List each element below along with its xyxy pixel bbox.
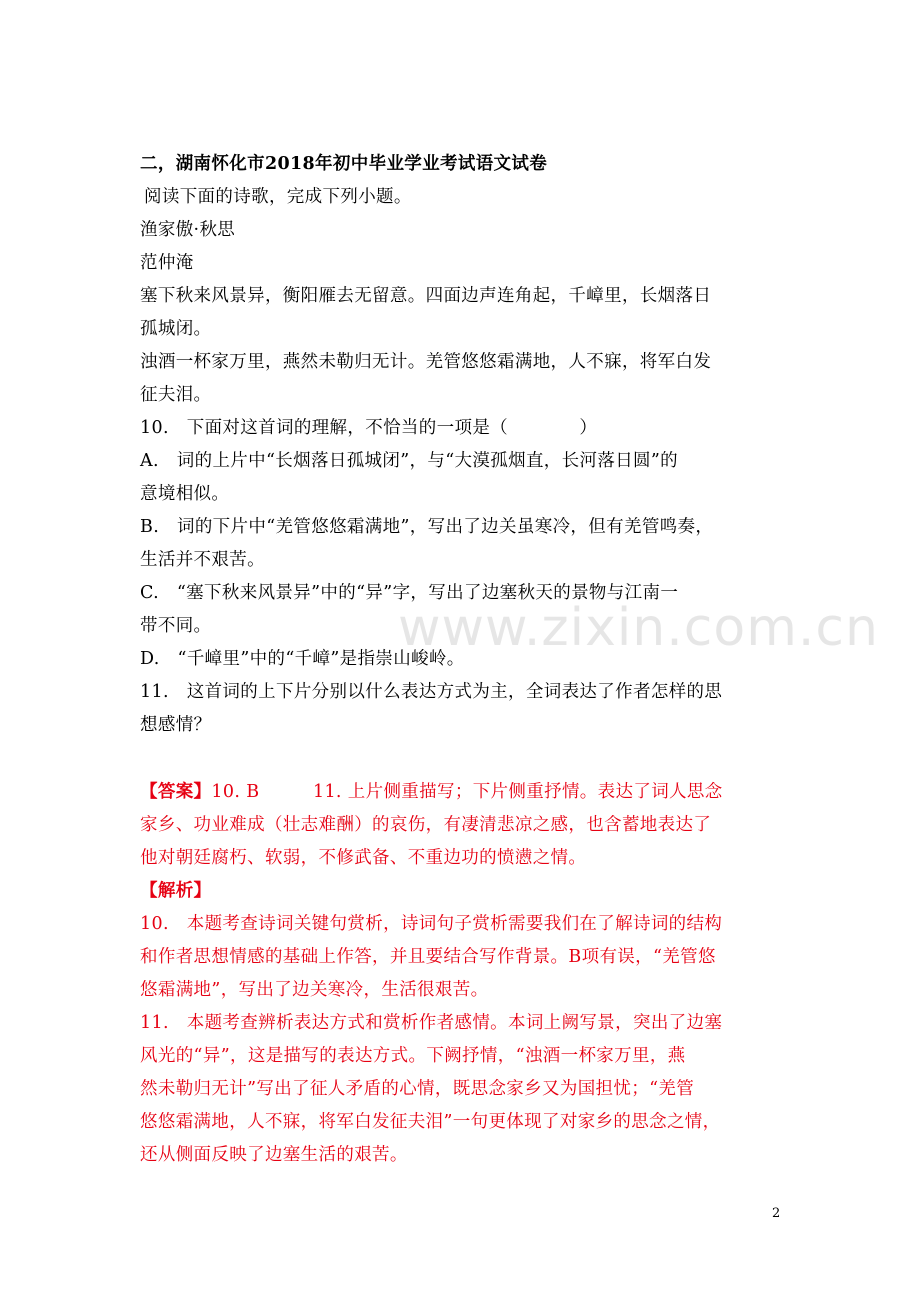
question-10-option-line: B. 词的下片中“羌管悠悠霜满地”，写出了边关虽寒冷，但有羌管鸣奏， <box>140 517 714 537</box>
question-10-option-line: 生活并不艰苦。 <box>140 550 265 570</box>
question-10-stem: 10. 下面对这首词的理解，不恰当的一项是（ ） <box>140 418 598 438</box>
spacer <box>140 742 782 776</box>
poem-line: 浊酒一杯家万里，燕然未勒归无计。羌管悠悠霜满地，人不寐，将军白发 <box>140 352 712 372</box>
poem-line: 征夫泪。 <box>140 385 212 405</box>
answer-first-line <box>140 776 782 809</box>
answer-tag: 【答案】 <box>140 782 212 802</box>
analysis-line: 和作者思想情感的基础上作答，并且要结合写作背景。B项有误，“羌管悠 <box>140 947 716 967</box>
question-11-line: 想感情？ <box>140 715 212 735</box>
section-title: 二，湖南怀化市2018年初中毕业学业考试语文试卷 <box>140 154 548 174</box>
answer-line: 家乡、功业难成（壮志难酬）的哀伤，有凄清悲凉之感，也含蓄地表达了 <box>140 815 712 835</box>
analysis-line: 风光的“异”，这是描写的表达方式。下阙抒情，“浊酒一杯家万里，燕 <box>140 1046 686 1066</box>
question-10-option-line: 意境相似。 <box>140 484 230 504</box>
question-11-line: 11. 这首词的上下片分别以什么表达方式为主，全词表达了作者怎样的思 <box>140 682 723 702</box>
poem-line: 塞下秋来风景异，衡阳雁去无留意。四面边声连角起，千嶂里，长烟落日 <box>140 286 712 306</box>
question-10-option-line: C. “塞下秋来风景异”中的“异”字，写出了边塞秋天的景物与江南一 <box>140 583 679 603</box>
analysis-line: 悠霜满地”，写出了边关寒冷，生活很艰苦。 <box>140 980 489 1000</box>
question-10-option-line: D. “千嶂里”中的“千嶂”是指崇山峻岭。 <box>140 649 465 669</box>
poem-line: 孤城闭。 <box>140 319 212 339</box>
answer-text: 10. B 11. 上片侧重描写；下片侧重抒情。表达了词人思念 <box>211 782 723 802</box>
question-10-option-line: 带不同。 <box>140 616 212 636</box>
instruction: 阅读下面的诗歌，完成下列小题。 <box>144 187 412 207</box>
analysis-line: 然未勒归无计”写出了征人矛盾的心情，既思念家乡又为国担忧；“羌管 <box>140 1079 695 1099</box>
analysis-line: 10. 本题考查诗词关键句赏析，诗词句子赏析需要我们在了解诗词的结构 <box>140 914 723 934</box>
watermark: www.zixin.com.cn <box>398 598 879 658</box>
poem-title: 渔家傲·秋思 <box>140 220 236 240</box>
poem-author: 范仲淹 <box>140 253 194 273</box>
answer-line: 他对朝廷腐朽、软弱，不修武备、不重边功的愤懑之情。 <box>140 848 587 868</box>
analysis-line: 悠悠霜满地，人不寐，将军白发征夫泪”一句更体现了对家乡的思念之情， <box>140 1112 721 1132</box>
analysis-line: 还从侧面反映了边塞生活的艰苦。 <box>140 1145 408 1165</box>
analysis-line: 11. 本题考查辨析表达方式和赏析作者感情。本词上阙写景，突出了边塞 <box>140 1013 723 1033</box>
analysis-tag: 【解析】 <box>140 881 212 901</box>
page-number: 2 <box>772 1206 781 1221</box>
question-10-option-line: A. 词的上片中“长烟落日孤城闭”，与“大漠孤烟直，长河落日圆”的 <box>140 451 679 471</box>
page-content <box>140 148 782 1172</box>
